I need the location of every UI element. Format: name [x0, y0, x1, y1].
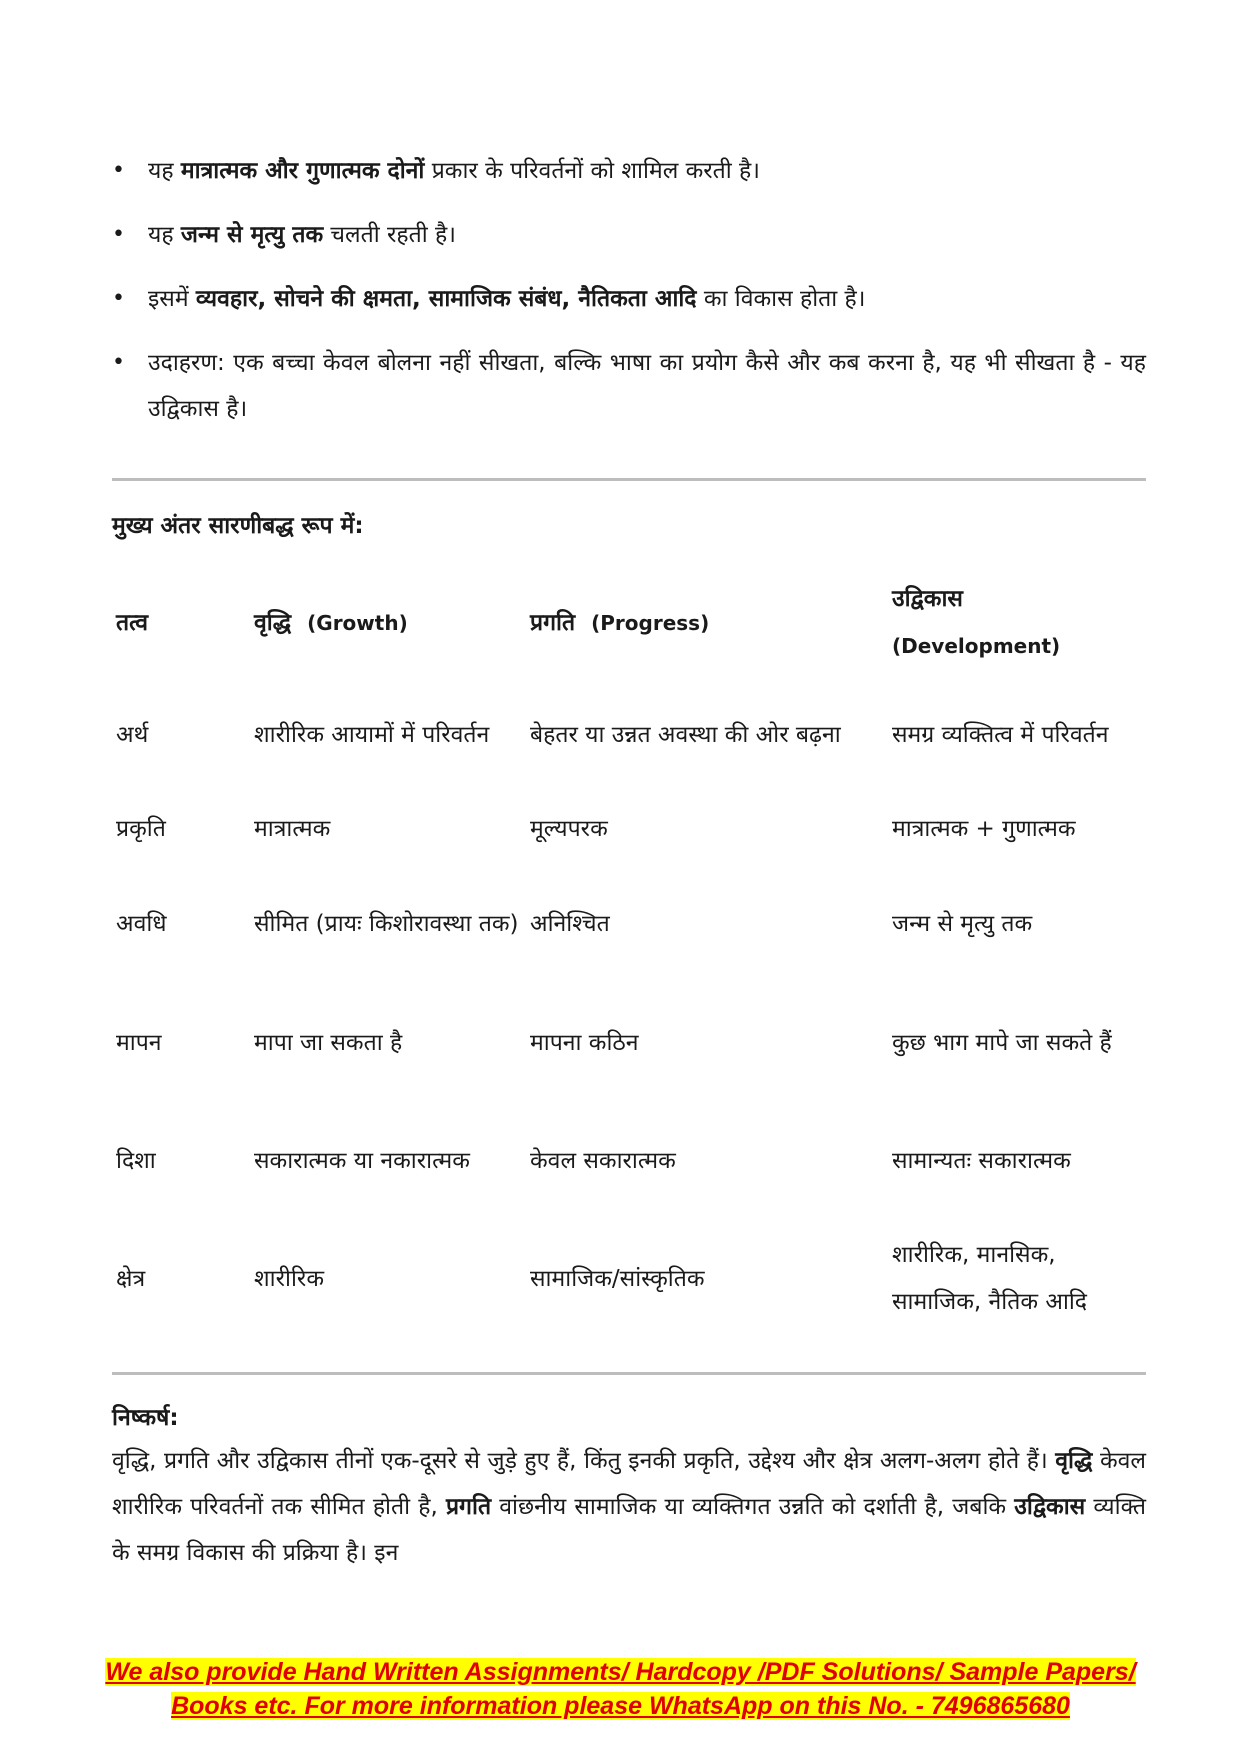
table-row	[112, 1220, 1146, 1338]
table-cell: मापा जा सकता है	[254, 1029, 403, 1056]
bullet-emphasis: मात्रात्मक और गुणात्मक दोनों	[180, 158, 425, 184]
divider	[112, 478, 1146, 481]
table-header-row	[112, 570, 1146, 676]
table-cell: मात्रात्मक + गुणात्मक	[892, 815, 1076, 842]
table-cell: प्रकृति	[116, 815, 166, 842]
table-row	[112, 1102, 1146, 1220]
table-title: मुख्य अंतर सारणीबद्ध रूप में:	[112, 513, 364, 539]
table-row	[112, 794, 1146, 864]
table-cell: केवल सकारात्मक	[530, 1147, 676, 1174]
table-cell: मात्रात्मक	[254, 815, 331, 842]
table-cell: कुछ भाग मापे जा सकते हैं	[892, 1029, 1112, 1056]
divider	[112, 1372, 1146, 1375]
header-cell: तत्व	[116, 609, 148, 636]
promo-line-2: Books etc. For more information please WhatsApp on this No. - 7496865680	[171, 1692, 1070, 1720]
header-cell: वृद्धि (Growth)	[254, 609, 408, 636]
table-cell: क्षेत्र	[116, 1265, 146, 1292]
table-cell: समग्र व्यक्तित्व में परिवर्तन	[892, 721, 1109, 748]
table-cell: मापना कठिन	[530, 1029, 639, 1056]
promo-line-1: We also provide Hand Written Assignments/ Hardcopy /PDF Solutions/ Sample Papers/	[105, 1658, 1136, 1686]
table-cell: शारीरिक, मानसिक, सामाजिक, नैतिक आदि	[892, 1242, 1088, 1315]
table-cell: सामाजिक/सांस्कृतिक	[530, 1265, 705, 1292]
table-cell: शारीरिक आयामों में परिवर्तन	[254, 721, 490, 748]
comparison-table	[112, 570, 1146, 1338]
conclusion-title: निष्कर्ष:	[112, 1405, 179, 1431]
bullet-item: • यह जन्म से मृत्यु तक चलती रहती है।	[112, 212, 1146, 258]
bullet-list	[112, 148, 1146, 450]
table-cell: बेहतर या उन्नत अवस्था की ओर बढ़ना	[530, 721, 841, 748]
header-cell: प्रगति (Progress)	[530, 609, 710, 636]
table-cell: सीमित (प्रायः किशोरावस्था तक)	[254, 910, 519, 937]
table-cell: मूल्यपरक	[530, 815, 608, 842]
table-cell: अनिश्चित	[530, 910, 610, 937]
table-row	[112, 984, 1146, 1102]
table-row	[112, 864, 1146, 984]
table-cell: अवधि	[116, 910, 167, 937]
table-cell: अर्थ	[116, 721, 149, 748]
table-cell: सकारात्मक या नकारात्मक	[254, 1147, 470, 1174]
table-cell: जन्म से मृत्यु तक	[892, 910, 1033, 937]
promo-footer	[60, 1655, 1181, 1723]
bullet-emphasis: व्यवहार, सोचने की क्षमता, सामाजिक संबंध, नैतिकता आदि	[195, 286, 697, 312]
bullet-item: • इसमें व्यवहार, सोचने की क्षमता, सामाजिक संबंध, नैतिकता आदि का विकास होता है।	[112, 276, 1146, 322]
bullet-item: • उदाहरण: एक बच्चा केवल बोलना नहीं सीखता, बल्कि भाषा का प्रयोग कैसे और कब करना है, यह भी सीखता है - यह उद्विकास है।	[112, 340, 1146, 432]
table-cell: मापन	[116, 1029, 162, 1056]
table-row	[112, 676, 1146, 794]
table-cell: शारीरिक	[254, 1265, 324, 1292]
bullet-item: • यह मात्रात्मक और गुणात्मक दोनों प्रकार के परिवर्तनों को शामिल करती है।	[112, 148, 1146, 194]
table-cell: सामान्यतः सकारात्मक	[892, 1147, 1071, 1174]
header-cell: उद्विकास (Development)	[892, 586, 1061, 658]
bullet-emphasis: जन्म से मृत्यु तक	[180, 222, 324, 248]
conclusion-paragraph: वृद्धि, प्रगति और उद्विकास तीनों एक-दूसरे से जुड़े हुए हैं, किंतु इनकी प्रकृति, उद्देश्य और क्षेत्र अलग-अलग होते हैं। वृद्धि केवल शारीरिक परिवर्तनों तक सीमित होती है, प्रगति वांछनीय सामाजिक या व्यक्तिगत उन्नति को दर्शाती है, जबकि उद्विकास व्यक्ति के समग्र विकास की प्रक्रिया है। इन	[112, 1448, 1147, 1566]
table-cell: दिशा	[116, 1147, 156, 1174]
